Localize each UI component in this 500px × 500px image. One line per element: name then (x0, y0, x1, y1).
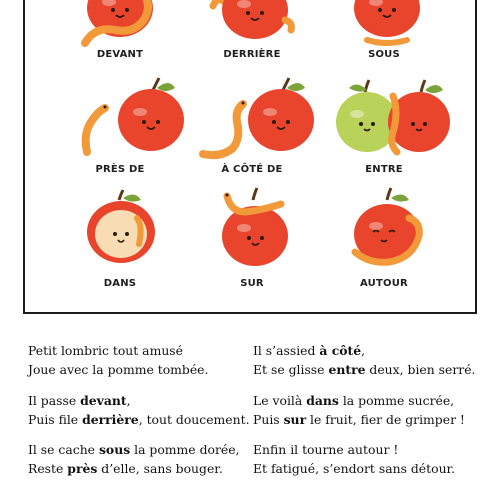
illustration-board (23, 0, 477, 314)
poem-line: Il se cache sous la pomme dorée, (28, 442, 240, 457)
poem-stanza-3 (28, 440, 240, 478)
label-sur: SUR (240, 278, 264, 289)
label-a-cote-de: À CÔTÉ DE (221, 164, 283, 175)
poem-stanza-1 (28, 341, 208, 379)
preposition-sur: sur (283, 412, 307, 427)
poem-line: Et fatigué, s’endort sans détour. (253, 461, 456, 476)
poem-stanza-5 (253, 391, 465, 429)
label-autour: AUTOUR (360, 278, 408, 289)
preposition-devant: devant (80, 393, 127, 408)
cell-a-cote-de (177, 82, 327, 182)
preposition-entre: entre (328, 362, 366, 377)
poem-line: Joue avec la pomme tombée. (28, 362, 209, 377)
label-derriere: DERRIÈRE (223, 49, 281, 60)
poem-line: Puis sur le fruit, fier de grimper ! (253, 412, 465, 427)
poem-line: Et se glisse entre deux, bien serré. (253, 362, 476, 377)
label-entre: ENTRE (365, 164, 403, 175)
poem-line: Le voilà dans la pomme sucrée, (253, 393, 455, 408)
apple-worm-autour-illustration (309, 192, 459, 292)
apple-worm-sur-illustration (177, 192, 327, 292)
cell-autour (309, 192, 459, 292)
cell-derriere (177, 0, 327, 68)
poem-line: Reste près d’elle, sans bouger. (28, 461, 223, 476)
cell-devant (45, 0, 195, 68)
label-pres-de: PRÈS DE (95, 164, 145, 175)
cell-pres-de (45, 82, 195, 182)
preposition-pres: près (67, 461, 98, 476)
label-devant: DEVANT (96, 49, 144, 60)
poem-line: Puis file derrière, tout doucement. (28, 412, 250, 427)
poem-stanza-6 (253, 440, 455, 478)
poem-line: Il passe devant, (28, 393, 131, 408)
label-dans: DANS (103, 278, 137, 289)
poem-line: Petit lombric tout amusé (28, 343, 183, 358)
preposition-a-cote: à côté (319, 343, 362, 358)
apple-worm-dans-illustration (45, 192, 195, 292)
poem-line: Il s’assied à côté, (253, 343, 366, 358)
cell-dans (45, 192, 195, 292)
label-sous: SOUS (368, 49, 400, 60)
poem-stanza-4 (253, 341, 476, 379)
poem-line: Enfin il tourne autour ! (253, 442, 399, 457)
preposition-sous: sous (98, 442, 131, 457)
cell-entre (309, 82, 459, 182)
poem-stanza-2 (28, 391, 250, 429)
cell-sous (309, 0, 459, 68)
preposition-dans: dans (306, 393, 339, 408)
cell-sur (177, 192, 327, 292)
preposition-derriere: derrière (82, 412, 139, 427)
